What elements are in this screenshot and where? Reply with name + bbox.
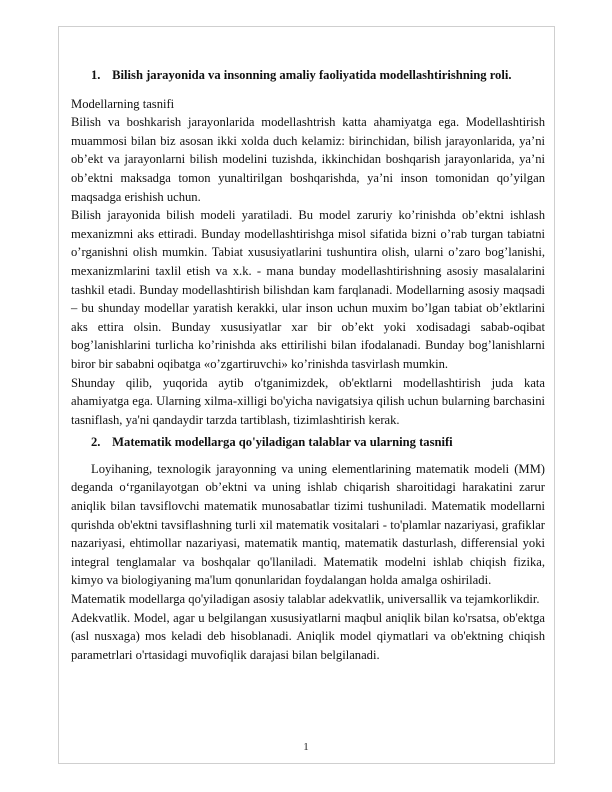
section-1-heading [71, 66, 545, 85]
document-body [71, 66, 545, 664]
page-number: 1 [303, 741, 309, 753]
paragraph: Matematik modellarga qo'yiladigan asosiy talablar adekvatlik, universallik va tejamkorlikdir. [71, 592, 540, 607]
paragraph: Loyihaning, texnologik jarayonning va uning elementlarining matematik modeli (MM) deganda o‘rganilayotgan ob’ektni va uning ishlab chiqarish sharoitidagi harakatini zarur aniqlik bilan tavsiflovchi matematik munosabatlar tizimi tushuniladi. Matematik modellarni qurishda ob'ektni tavsiflashning turli xil matematik vositalari - to'plamlar nazariyasi, grafiklar nazariyasi, ehtimollar nazariyasi, matematik mantiq, matematik dasturlash, differensial yoki integral tenglamalar va boshqalar qo'llaniladi. Matematik modelni ishlab chiqish fizika, kimyo va biologiyaning ma'lum qonunlaridan foydalangan holda amalga oshiriladi. [71, 461, 545, 588]
paragraph: Bilish jarayonida bilish modeli yaratiladi. Bu model zaruriy ko’rinishda ob’ektni ishlash mexanizmni aks ettiradi. Bunday modellashtirishga misol sifatida bizni o’rab turgan tabiatni o’rganishni olish mumkin. Tabiat xususiyatlarini tushuntira olish, ularni o’zaro bog’lanishi, mexanizmlarini taxlil etish va x.k. - mana bunday modellashtirishning asosiy masalalarini tashkil etadi. Bunday modellashtirish bilishdan kam farqlanadi. Modellarning asosiy maqsadi – bu shunday modellar yaratish kerakki, ular inson uchun muxim bo’lgan tabiat ob’ektlarini aks ettira olsin. Bunday xususiyatlar xar bir ob’ekt yoki xodisadagi sabab-oqibat bog’lanishlarini turlicha ko’rinishda aks ettirilishi bilan ifodalanadi. Bunday bog’lanishlarni biror bir sababni oqibatga «o’zgartiruvchi» ko’rinishda tasvirlash mumkin. [71, 208, 545, 371]
paragraph: Shunday qilib, yuqorida aytib o'tganimizdek, ob'ektlarni modellashtirish juda kata ahamiyatga ega. Ularning xilma-xilligi bo'yicha navigatsiya qilish uchun bularning barchasini tasniflash, ya'ni qandaydir tarzda tartiblash, tizimlashtirish kerak. [71, 375, 545, 427]
paragraph: Adekvatlik. Model, agar u belgilangan xususiyatlarni maqbul aniqlik bilan ko'rsatsa, ob'ektga (asl nusxaga) mos keladi deb hisoblanadi. Aniqlik model qiymatlari va ob'ektning chiqish parametrlari o'rtasidagi muvofiqlik darajasi bilan belgilanadi. [71, 610, 545, 662]
section-1-number: 1. [91, 68, 101, 82]
paragraph: Modellarning tasnifi [71, 96, 175, 111]
paragraph: Bilish va boshkarish jarayonlarida modellashtrish katta ahamiyatga ega. Modellashtirish muammosi bilan biz asosan ikki xolda duch kelamiz: birinchidan, bilish jarayonlarida, ya’ni ob’ekt va jarayonlarni bilish modelini tuzishda, ikkinchidan boshqarish jarayonlarida, ya’ni ob’ektni maksadga tomon yunaltirilgan boshqarishda, ya’ni inson tomonidan qo’yilgan maqsadga erishish uchun. [71, 115, 545, 204]
section-1-title: Bilish jarayonida va insonning amaliy faoliyatida modellashtirishning roli. [112, 68, 512, 82]
section-2-title: Matematik modellarga qo'yiladigan talablar va ularning tasnifi [112, 435, 453, 450]
section-2-number: 2. [91, 435, 101, 450]
section-2-heading [71, 433, 545, 452]
